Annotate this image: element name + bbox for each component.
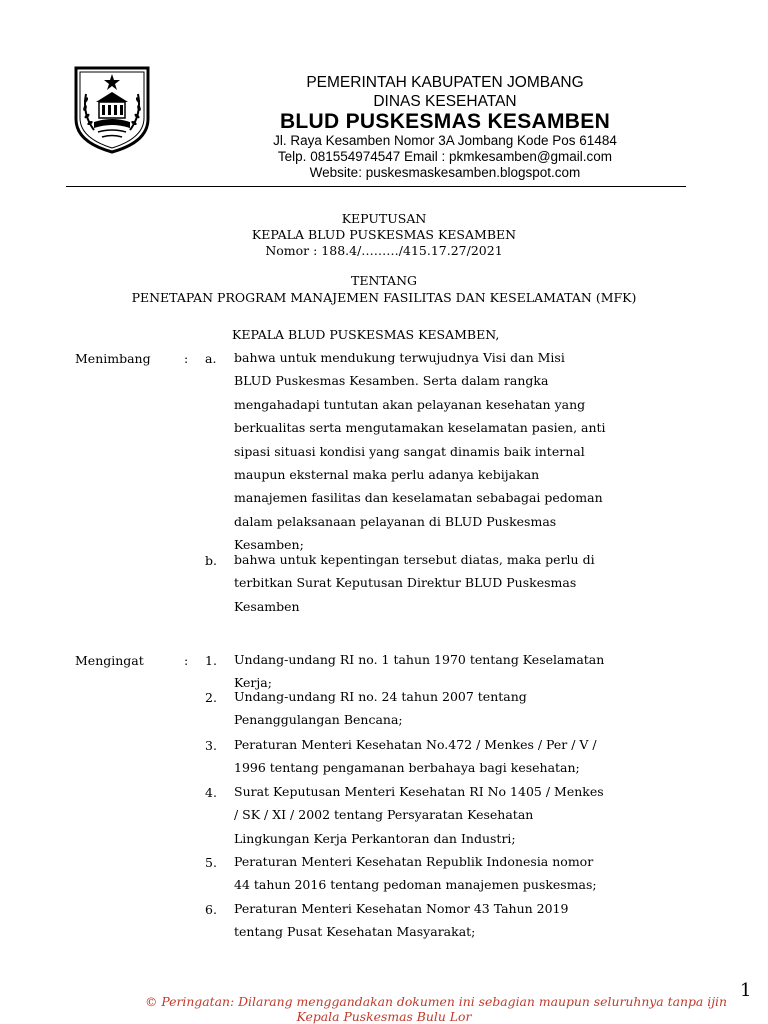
text-line: Kesamben; — [234, 537, 304, 553]
decree-title: KEPUTUSAN — [341, 211, 427, 226]
text-line: Kerja; — [234, 675, 272, 691]
mengingat-item-6 — [234, 897, 672, 944]
text-line: Peraturan Menteri Kesehatan No.472 / Menkes / Per / V / — [234, 737, 597, 752]
text-line: 44 tahun 2016 tentang pedoman manajemen puskesmas; — [234, 877, 597, 893]
mengingat-marker-1: 1. — [205, 653, 217, 668]
letterhead-contact: Telp. 081554974547 Email : pkmkesamben@gmail.com — [277, 149, 613, 164]
text-line: terbitkan Surat Keputusan Direktur BLUD Puskesmas — [234, 575, 577, 591]
letterhead-agency: DINAS KESEHATAN — [373, 93, 517, 110]
menimbang-colon: : — [184, 351, 189, 366]
text-line: Peraturan Menteri Kesehatan Nomor 43 Tahun 2019 — [234, 901, 569, 916]
text-line: Lingkungan Kerja Perkantoran dan Industri; — [234, 830, 516, 846]
text-line: mengahadapi tuntutan akan pelayanan kesehatan yang — [234, 396, 586, 412]
menimbang-item-b — [234, 548, 672, 618]
text-line: maupun eksternal maka perlu adanya kebijakan — [234, 467, 540, 483]
menimbang-marker-a: a. — [205, 351, 217, 366]
text-line: tentang Pusat Kesehatan Masyarakat; — [234, 924, 476, 940]
text-line: dalam pelaksanaan pelayanan di BLUD Puskesmas — [234, 513, 557, 529]
text-line: Surat Keputusan Menteri Kesehatan RI No 1405 / Menkes — [234, 784, 604, 799]
decree-issuer: KEPALA BLUD PUSKESMAS KESAMBEN — [251, 227, 517, 242]
letterhead-website: Website: puskesmaskesamben.blogspot.com — [309, 165, 581, 180]
text-line: manajemen fasilitas dan keselamatan sebabagai pedoman — [234, 490, 603, 506]
menimbang-marker-b: b. — [205, 553, 217, 568]
text-line: berkualitas serta mengutamakan keselamatan pasien, anti — [234, 420, 606, 436]
mengingat-item-3 — [234, 733, 672, 780]
text-line: 1996 tentang pengamanan berbahaya bagi kesehatan; — [234, 760, 580, 776]
mengingat-marker-4: 4. — [205, 785, 217, 800]
mengingat-item-2 — [234, 685, 672, 732]
text-line: bahwa untuk mendukung terwujudnya Visi dan Misi — [234, 350, 565, 365]
mengingat-label: Mengingat — [75, 653, 144, 668]
text-line: sipasi situasi kondisi yang sangat dinamis baik internal — [234, 443, 585, 459]
decree-number: Nomor : 188.4/………/415.17.27/2021 — [265, 243, 503, 258]
letterhead-divider — [66, 186, 686, 187]
letterhead-government: PEMERINTAH KABUPATEN JOMBANG — [306, 74, 584, 91]
text-line: Undang-undang RI no. 24 tahun 2007 tentang — [234, 689, 527, 704]
decree-about-label: TENTANG — [350, 273, 417, 288]
menimbang-item-a — [234, 346, 672, 557]
mengingat-colon: : — [184, 653, 189, 668]
decree-lead: KEPALA BLUD PUSKESMAS KESAMBEN, — [232, 327, 500, 342]
mengingat-marker-5: 5. — [205, 855, 217, 870]
text-line: Penanggulangan Bencana; — [234, 712, 403, 728]
text-line: Undang-undang RI no. 1 tahun 1970 tentang Keselamatan — [234, 652, 605, 667]
text-line: Kesamben — [234, 598, 300, 614]
mengingat-marker-2: 2. — [205, 690, 217, 705]
decree-subject: PENETAPAN PROGRAM MANAJEMEN FASILITAS DAN KESELAMATAN (MFK) — [131, 290, 637, 305]
mengingat-item-4 — [234, 780, 672, 850]
text-line: Peraturan Menteri Kesehatan Republik Indonesia nomor — [234, 854, 594, 869]
footer-owner: Kepala Puskesmas Bulu Lor — [296, 1009, 472, 1024]
letterhead-address: Jl. Raya Kesamben Nomor 3A Jombang Kode Pos 61484 — [273, 133, 617, 148]
text-line: / SK / XI / 2002 tentang Persyaratan Kesehatan — [234, 807, 534, 823]
text-line: BLUD Puskesmas Kesamben. Serta dalam rangka — [234, 373, 549, 389]
footer-warning: © Peringatan: Dilarang menggandakan dokumen ini sebagian maupun seluruhnya tanpa ijin — [145, 994, 727, 1009]
mengingat-item-5 — [234, 850, 672, 897]
text-line: bahwa untuk kepentingan tersebut diatas, maka perlu di — [234, 552, 595, 567]
menimbang-label: Menimbang — [75, 351, 151, 366]
mengingat-marker-3: 3. — [205, 738, 217, 753]
page-number: 1 — [740, 980, 752, 1001]
mengingat-marker-6: 6. — [205, 902, 217, 917]
letterhead-institution: BLUD PUSKESMAS KESAMBEN — [279, 110, 611, 133]
